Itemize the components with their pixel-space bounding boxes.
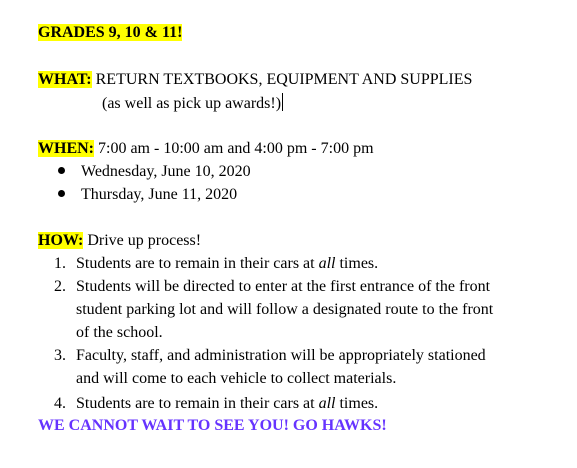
step-text: student parking lot and will follow a designated route to the front bbox=[76, 301, 494, 318]
step-number: 4. bbox=[54, 395, 66, 412]
when-line bbox=[38, 139, 374, 159]
closing-message: WE CANNOT WAIT TO SEE YOU! GO HAWKS! bbox=[38, 417, 387, 434]
grades-heading bbox=[38, 23, 182, 43]
step-text-end: times. bbox=[335, 395, 379, 412]
step-item bbox=[54, 254, 378, 274]
step-text: Students are to remain in their cars at bbox=[76, 395, 319, 412]
step-number: 2. bbox=[54, 278, 66, 295]
step-item bbox=[54, 394, 378, 414]
step-text: Students are to remain in their cars at bbox=[76, 255, 319, 272]
how-text: Drive up process! bbox=[83, 232, 202, 249]
step-text: Faculty, staff, and administration will be appropriately stationed bbox=[76, 347, 486, 364]
step-text: of the school. bbox=[76, 324, 163, 341]
date-list-item bbox=[58, 162, 251, 182]
step-item bbox=[54, 277, 490, 297]
date-list-item bbox=[58, 185, 237, 205]
what-sub-text: (as well as pick up awards!) bbox=[102, 95, 282, 112]
date-text: Thursday, June 11, 2020 bbox=[81, 186, 238, 203]
bullet-icon bbox=[58, 190, 65, 197]
step-item bbox=[54, 346, 486, 366]
text-cursor bbox=[282, 93, 283, 111]
step-continuation bbox=[76, 300, 493, 320]
step-text: Students will be directed to enter at the first entrance of the front bbox=[76, 278, 491, 295]
step-number: 1. bbox=[54, 255, 66, 272]
grades-heading-text: GRADES 9, 10 & 11! bbox=[38, 24, 183, 41]
when-label: WHEN: bbox=[38, 140, 94, 157]
step-text: and will come to each vehicle to collect materials. bbox=[76, 370, 397, 387]
what-line bbox=[38, 70, 472, 90]
step-number: 3. bbox=[54, 347, 66, 364]
date-text: Wednesday, June 10, 2020 bbox=[81, 163, 251, 180]
step-text-end: times. bbox=[335, 255, 379, 272]
step-emphasis: all bbox=[318, 255, 336, 272]
step-emphasis: all bbox=[318, 395, 336, 412]
step-continuation bbox=[76, 323, 163, 343]
step-continuation bbox=[76, 369, 396, 389]
when-text: 7:00 am - 10:00 am and 4:00 pm - 7:00 pm bbox=[94, 140, 374, 157]
bullet-icon bbox=[58, 167, 65, 174]
how-line bbox=[38, 231, 201, 251]
what-subline bbox=[102, 93, 283, 114]
what-text: RETURN TEXTBOOKS, EQUIPMENT AND SUPPLIES bbox=[91, 71, 473, 88]
how-label: HOW: bbox=[38, 232, 84, 249]
what-label: WHAT: bbox=[38, 71, 92, 88]
